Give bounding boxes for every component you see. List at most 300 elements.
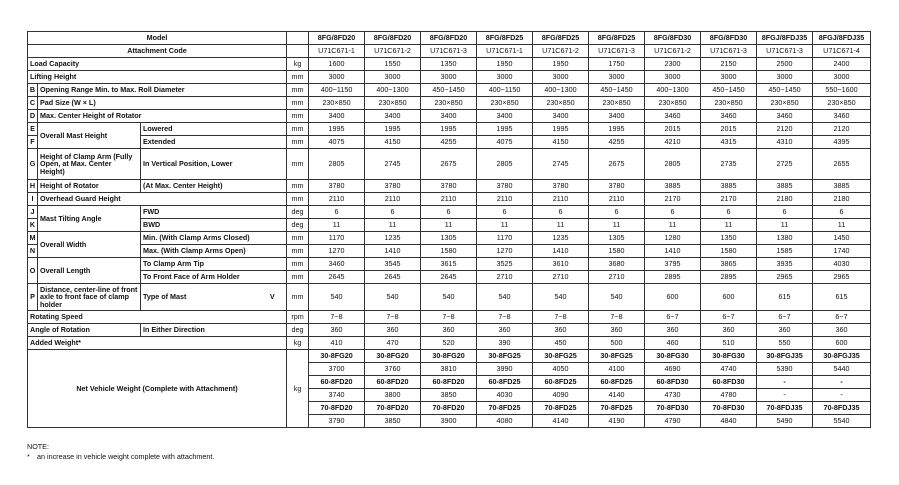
value-cell: 8FG/8FD30: [701, 32, 757, 45]
value-cell: 360: [701, 324, 757, 337]
value-cell: 540: [421, 284, 477, 311]
unit-cell: rpm: [287, 311, 309, 324]
value-cell: -: [813, 376, 871, 389]
value-cell: 230×850: [533, 97, 589, 110]
value-cell: 11: [757, 219, 813, 232]
row-overhead_guard: [28, 193, 871, 206]
value-cell: 2895: [701, 271, 757, 284]
value-cell: 11: [533, 219, 589, 232]
value-cell: 70-8FDJ35: [757, 402, 813, 415]
value-cell: 4080: [477, 415, 533, 428]
value-cell: 360: [757, 324, 813, 337]
row-rotating_speed: [28, 311, 871, 324]
value-cell: 3460: [645, 110, 701, 123]
value-cell: U71C671-4: [813, 45, 871, 58]
value-cell: 1450: [813, 232, 871, 245]
value-cell: 3780: [365, 180, 421, 193]
value-cell: 400~1150: [309, 84, 365, 97]
value-cell: 360: [645, 324, 701, 337]
value-cell: 2725: [757, 149, 813, 180]
value-cell: 600: [813, 337, 871, 350]
value-cell: 360: [477, 324, 533, 337]
unit-cell: mm: [287, 149, 309, 180]
value-cell: 2805: [645, 149, 701, 180]
value-cell: 2180: [813, 193, 871, 206]
value-cell: 520: [421, 337, 477, 350]
value-cell: 2675: [589, 149, 645, 180]
value-cell: 2805: [309, 149, 365, 180]
value-cell: U71C671-1: [477, 45, 533, 58]
row-overall_width-max: [28, 245, 871, 258]
value-cell: 4075: [477, 136, 533, 149]
row-sublabel: (At Max. Center Height): [141, 180, 287, 193]
row-pad_size: [28, 97, 871, 110]
value-cell: -: [813, 389, 871, 402]
row-overall_length-tip: [28, 258, 871, 271]
value-cell: 30-8FG30: [645, 350, 701, 363]
value-cell: 6: [533, 206, 589, 219]
unit-cell: mm: [287, 193, 309, 206]
value-cell: 4790: [645, 415, 701, 428]
value-cell: 60-8FD25: [477, 376, 533, 389]
value-cell: 4100: [589, 363, 645, 376]
value-cell: 2110: [421, 193, 477, 206]
row-letter: G: [28, 149, 38, 180]
value-cell: 60-8FD20: [421, 376, 477, 389]
value-cell: 4740: [701, 363, 757, 376]
value-cell: 4690: [645, 363, 701, 376]
row-letter: E: [28, 123, 38, 136]
value-cell: 3000: [589, 71, 645, 84]
value-cell: 11: [477, 219, 533, 232]
header-attachment-row: [28, 45, 871, 58]
value-cell: 1235: [533, 232, 589, 245]
row-sublabel: BWD: [141, 219, 287, 232]
value-cell: 2300: [645, 58, 701, 71]
value-cell: 2110: [365, 193, 421, 206]
value-cell: 3800: [365, 389, 421, 402]
value-cell: 2655: [813, 149, 871, 180]
row-mast_height-lowered: [28, 123, 871, 136]
value-cell: U71C671-2: [645, 45, 701, 58]
value-cell: 450~1450: [421, 84, 477, 97]
value-cell: 6~7: [813, 311, 871, 324]
unit-cell: mm: [287, 97, 309, 110]
value-cell: 3400: [421, 110, 477, 123]
row-added_weight: [28, 337, 871, 350]
value-cell: 8FGJ/8FDJ35: [813, 32, 871, 45]
value-cell: 1410: [533, 245, 589, 258]
value-cell: 540: [309, 284, 365, 311]
value-cell: U71C671-1: [309, 45, 365, 58]
value-cell: 2965: [757, 271, 813, 284]
row-label: Lifting Height: [28, 71, 287, 84]
row-sublabel: FWD: [141, 206, 287, 219]
value-cell: 6: [701, 206, 757, 219]
value-cell: 3400: [533, 110, 589, 123]
unit-cell: mm: [287, 71, 309, 84]
value-cell: 6: [365, 206, 421, 219]
value-cell: 1270: [477, 245, 533, 258]
row-letter: K: [28, 219, 38, 232]
unit-cell: mm: [287, 245, 309, 258]
row-tilting_angle-fwd: [28, 206, 871, 219]
row-letter: F: [28, 136, 38, 149]
value-cell: 60-8FD20: [365, 376, 421, 389]
row-rotation_angle: [28, 324, 871, 337]
value-cell: 360: [309, 324, 365, 337]
value-cell: 1750: [589, 58, 645, 71]
value-cell: 70-8FD25: [477, 402, 533, 415]
value-cell: 11: [309, 219, 365, 232]
value-cell: 60-8FD30: [645, 376, 701, 389]
specification-table: [27, 31, 871, 428]
value-cell: 4315: [701, 136, 757, 149]
value-cell: 2015: [701, 123, 757, 136]
value-cell: 3680: [589, 258, 645, 271]
value-cell: 450~1450: [589, 84, 645, 97]
value-cell: 11: [365, 219, 421, 232]
value-cell: 70-8FDJ35: [813, 402, 871, 415]
value-cell: 1235: [365, 232, 421, 245]
value-cell: 230×850: [477, 97, 533, 110]
row-sublabel: To Clamp Arm Tip: [141, 258, 287, 271]
row-max_center_height: [28, 110, 871, 123]
unit-cell: [287, 45, 309, 58]
value-cell: 2710: [477, 271, 533, 284]
value-cell: 11: [589, 219, 645, 232]
row-overall_length-front: [28, 271, 871, 284]
value-cell: 60-8FD20: [309, 376, 365, 389]
value-cell: 30-8FG25: [533, 350, 589, 363]
value-cell: 360: [813, 324, 871, 337]
value-cell: 6: [589, 206, 645, 219]
value-cell: 4075: [309, 136, 365, 149]
value-cell: 1580: [589, 245, 645, 258]
value-cell: 1270: [309, 245, 365, 258]
value-cell: U71C671-3: [421, 45, 477, 58]
value-cell: 600: [645, 284, 701, 311]
value-cell: 3935: [757, 258, 813, 271]
value-cell: 3000: [309, 71, 365, 84]
row-lifting_height: [28, 71, 871, 84]
value-cell: 30-8FG25: [589, 350, 645, 363]
value-cell: 3885: [645, 180, 701, 193]
value-cell: 8FG/8FD25: [477, 32, 533, 45]
value-cell: 30-8FG20: [365, 350, 421, 363]
row-sublabel: Extended: [141, 136, 287, 149]
value-cell: 6~7: [645, 311, 701, 324]
value-cell: 2805: [477, 149, 533, 180]
value-cell: 230×850: [813, 97, 871, 110]
row-sublabel: Type of Mast: [141, 284, 259, 311]
value-cell: 230×850: [645, 97, 701, 110]
value-cell: 470: [365, 337, 421, 350]
row-label: Opening Range Min. to Max. Roll Diameter: [38, 84, 287, 97]
value-cell: 3885: [757, 180, 813, 193]
unit-cell: mm: [287, 284, 309, 311]
value-cell: 3000: [421, 71, 477, 84]
value-cell: 3795: [645, 258, 701, 271]
unit-cell: mm: [287, 180, 309, 193]
value-cell: 4140: [533, 415, 589, 428]
value-cell: U71C671-2: [533, 45, 589, 58]
value-cell: 615: [757, 284, 813, 311]
value-cell: 4730: [645, 389, 701, 402]
value-cell: 30-8FG30: [701, 350, 757, 363]
value-cell: 30-8FG25: [477, 350, 533, 363]
value-cell: 3990: [477, 363, 533, 376]
value-cell: 2110: [309, 193, 365, 206]
value-cell: 2110: [533, 193, 589, 206]
value-cell: 2015: [645, 123, 701, 136]
value-cell: 230×850: [589, 97, 645, 110]
value-cell: 3525: [477, 258, 533, 271]
value-cell: 360: [365, 324, 421, 337]
value-cell: 6~7: [757, 311, 813, 324]
value-cell: 70-8FD20: [365, 402, 421, 415]
value-cell: 540: [365, 284, 421, 311]
note-text: [27, 452, 214, 461]
value-cell: 5440: [813, 363, 871, 376]
value-cell: 2710: [533, 271, 589, 284]
value-cell: 600: [701, 284, 757, 311]
note-title: NOTE:: [27, 442, 49, 451]
value-cell: 2965: [813, 271, 871, 284]
value-cell: 1995: [309, 123, 365, 136]
value-cell: 7~8: [533, 311, 589, 324]
value-cell: 540: [477, 284, 533, 311]
value-cell: U71C671-2: [365, 45, 421, 58]
value-cell: 4780: [701, 389, 757, 402]
value-cell: 230×850: [757, 97, 813, 110]
value-cell: 2675: [421, 149, 477, 180]
value-cell: 3850: [421, 389, 477, 402]
row-opening_range: [28, 84, 871, 97]
value-cell: 2120: [813, 123, 871, 136]
value-cell: 410: [309, 337, 365, 350]
note-marker: *: [27, 452, 30, 461]
value-cell: 6: [421, 206, 477, 219]
value-cell: 510: [701, 337, 757, 350]
row-letter: C: [28, 97, 38, 110]
value-cell: 3000: [477, 71, 533, 84]
unit-cell: mm: [287, 232, 309, 245]
row-letter: N: [28, 245, 38, 258]
value-cell: 3000: [533, 71, 589, 84]
value-cell: 550: [757, 337, 813, 350]
value-cell: 4210: [645, 136, 701, 149]
value-cell: 3400: [477, 110, 533, 123]
value-cell: 3000: [701, 71, 757, 84]
value-cell: 3545: [365, 258, 421, 271]
row-sublabel: In Vertical Position, Lower: [141, 149, 287, 180]
value-cell: 4050: [533, 363, 589, 376]
value-cell: 3000: [813, 71, 871, 84]
value-cell: 6: [477, 206, 533, 219]
row-label: Distance, center-line of front axle to front face of clamp holder: [38, 284, 141, 311]
value-cell: 3780: [309, 180, 365, 193]
value-cell: 3400: [589, 110, 645, 123]
value-cell: 1995: [477, 123, 533, 136]
value-cell: 2745: [365, 149, 421, 180]
row-label: Rotating Speed: [28, 311, 287, 324]
value-cell: -: [757, 376, 813, 389]
row-submark: V: [259, 284, 287, 311]
row-front_axle_distance: [28, 284, 871, 311]
value-cell: 1585: [757, 245, 813, 258]
unit-cell: mm: [287, 110, 309, 123]
value-cell: 1580: [701, 245, 757, 258]
value-cell: 2735: [701, 149, 757, 180]
note-body: an increase in vehicle weight complete with attachment.: [37, 452, 215, 461]
row-label: Mast Tilting Angle: [38, 206, 141, 232]
row-label: Pad Size (W × L): [38, 97, 287, 110]
value-cell: 70-8FD25: [533, 402, 589, 415]
value-cell: 400~1300: [365, 84, 421, 97]
row-letter: D: [28, 110, 38, 123]
value-cell: 3400: [309, 110, 365, 123]
value-cell: 70-8FD30: [701, 402, 757, 415]
value-cell: 230×850: [421, 97, 477, 110]
value-cell: 400~1300: [645, 84, 701, 97]
unit-cell: deg: [287, 206, 309, 219]
value-cell: 6: [757, 206, 813, 219]
value-cell: 4150: [365, 136, 421, 149]
value-cell: -: [757, 389, 813, 402]
value-cell: 360: [421, 324, 477, 337]
value-cell: 360: [589, 324, 645, 337]
value-cell: 3400: [365, 110, 421, 123]
value-cell: 8FG/8FD20: [365, 32, 421, 45]
value-cell: 2170: [701, 193, 757, 206]
value-cell: 11: [421, 219, 477, 232]
value-cell: U71C671-3: [757, 45, 813, 58]
row-letter: I: [28, 193, 38, 206]
value-cell: 450~1450: [757, 84, 813, 97]
value-cell: 7~8: [309, 311, 365, 324]
value-cell: 70-8FD30: [645, 402, 701, 415]
value-cell: 400~1300: [533, 84, 589, 97]
value-cell: 3780: [589, 180, 645, 193]
value-cell: 30-8FG20: [309, 350, 365, 363]
value-cell: 11: [813, 219, 871, 232]
value-cell: 4255: [421, 136, 477, 149]
unit-cell: mm: [287, 136, 309, 149]
value-cell: 3865: [701, 258, 757, 271]
row-sublabel: In Either Direction: [141, 324, 287, 337]
value-cell: 3000: [757, 71, 813, 84]
value-cell: 1950: [477, 58, 533, 71]
value-cell: 4140: [589, 389, 645, 402]
value-cell: 1380: [757, 232, 813, 245]
value-cell: 2120: [757, 123, 813, 136]
value-cell: 30-8FGJ35: [813, 350, 871, 363]
row-label: Overall Width: [38, 232, 141, 258]
value-cell: 230×850: [365, 97, 421, 110]
value-cell: 30-8FG20: [421, 350, 477, 363]
value-cell: 1995: [589, 123, 645, 136]
value-cell: 60-8FD30: [701, 376, 757, 389]
value-cell: 3740: [309, 389, 365, 402]
value-cell: 2110: [589, 193, 645, 206]
value-cell: 3810: [421, 363, 477, 376]
value-cell: 70-8FD20: [421, 402, 477, 415]
value-cell: 460: [645, 337, 701, 350]
value-cell: 2645: [309, 271, 365, 284]
value-cell: 30-8FGJ35: [757, 350, 813, 363]
unit-cell: mm: [287, 84, 309, 97]
value-cell: 500: [589, 337, 645, 350]
value-cell: 1995: [365, 123, 421, 136]
value-cell: 3700: [309, 363, 365, 376]
value-cell: 4395: [813, 136, 871, 149]
value-cell: 3460: [813, 110, 871, 123]
value-cell: 7~8: [421, 311, 477, 324]
unit-cell: [287, 32, 309, 45]
value-cell: 3460: [309, 258, 365, 271]
value-cell: 450~1450: [701, 84, 757, 97]
value-cell: 2745: [533, 149, 589, 180]
value-cell: 4190: [589, 415, 645, 428]
unit-cell: kg: [287, 337, 309, 350]
row-sublabel: To Front Face of Arm Holder: [141, 271, 287, 284]
value-cell: 7~8: [477, 311, 533, 324]
value-cell: 8FG/8FD30: [645, 32, 701, 45]
row-letter: B: [28, 84, 38, 97]
value-cell: 3760: [365, 363, 421, 376]
value-cell: 2645: [421, 271, 477, 284]
row-clamp_arm_height: [28, 149, 871, 180]
value-cell: 3615: [421, 258, 477, 271]
value-cell: 230×850: [309, 97, 365, 110]
unit-cell: mm: [287, 123, 309, 136]
row-label: Overall Mast Height: [38, 123, 141, 149]
value-cell: 1170: [309, 232, 365, 245]
value-cell: 2110: [477, 193, 533, 206]
value-cell: 70-8FD20: [309, 402, 365, 415]
value-cell: 4090: [533, 389, 589, 402]
value-cell: 400~1150: [477, 84, 533, 97]
row-letter: O: [28, 258, 38, 284]
value-cell: 3460: [701, 110, 757, 123]
unit-cell: mm: [287, 271, 309, 284]
value-cell: 60-8FD25: [533, 376, 589, 389]
row-sublabel: Lowered: [141, 123, 287, 136]
value-cell: 4030: [813, 258, 871, 271]
value-cell: 6: [813, 206, 871, 219]
value-cell: 3780: [477, 180, 533, 193]
value-cell: 5390: [757, 363, 813, 376]
value-cell: 230×850: [701, 97, 757, 110]
value-cell: 1305: [589, 232, 645, 245]
value-cell: 1580: [421, 245, 477, 258]
model-label: Model: [28, 32, 287, 45]
value-cell: 5540: [813, 415, 871, 428]
value-cell: 3460: [757, 110, 813, 123]
value-cell: 1995: [421, 123, 477, 136]
value-cell: 3885: [701, 180, 757, 193]
value-cell: 4150: [533, 136, 589, 149]
value-cell: 3790: [309, 415, 365, 428]
value-cell: 2710: [589, 271, 645, 284]
row-load_capacity: [28, 58, 871, 71]
value-cell: 2895: [645, 271, 701, 284]
value-cell: 1600: [309, 58, 365, 71]
value-cell: 6~7: [701, 311, 757, 324]
value-cell: 1410: [365, 245, 421, 258]
value-cell: 360: [533, 324, 589, 337]
